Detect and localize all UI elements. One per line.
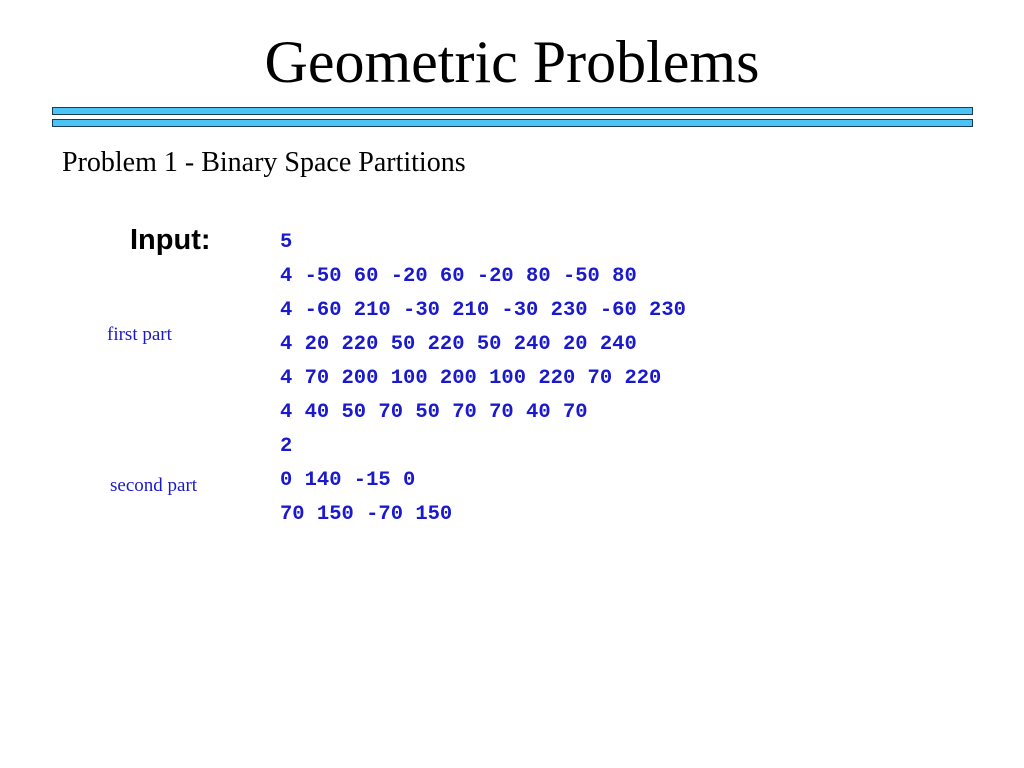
title-divider-bottom (52, 119, 973, 127)
input-label: Input: (130, 224, 211, 256)
slide-subtitle: Problem 1 - Binary Space Partitions (62, 147, 466, 178)
second-part-note: second part (110, 475, 198, 496)
input-data-block (280, 226, 686, 532)
input-line: 0 140 -15 0 (280, 469, 416, 492)
input-line: 4 20 220 50 220 50 240 20 240 (280, 333, 637, 356)
input-line: 4 40 50 70 50 70 70 40 70 (280, 401, 588, 424)
slide-title: Geometric Problems (264, 29, 760, 95)
input-line: 5 (280, 231, 293, 254)
input-line: 2 (280, 435, 293, 458)
title-divider-top (52, 107, 973, 115)
first-part-note: first part (107, 324, 172, 345)
input-line: 4 -50 60 -20 60 -20 80 -50 80 (280, 265, 637, 288)
input-line: 4 70 200 100 200 100 220 70 220 (280, 367, 662, 390)
input-line: 70 150 -70 150 (280, 503, 453, 526)
input-line: 4 -60 210 -30 210 -30 230 -60 230 (280, 299, 686, 322)
